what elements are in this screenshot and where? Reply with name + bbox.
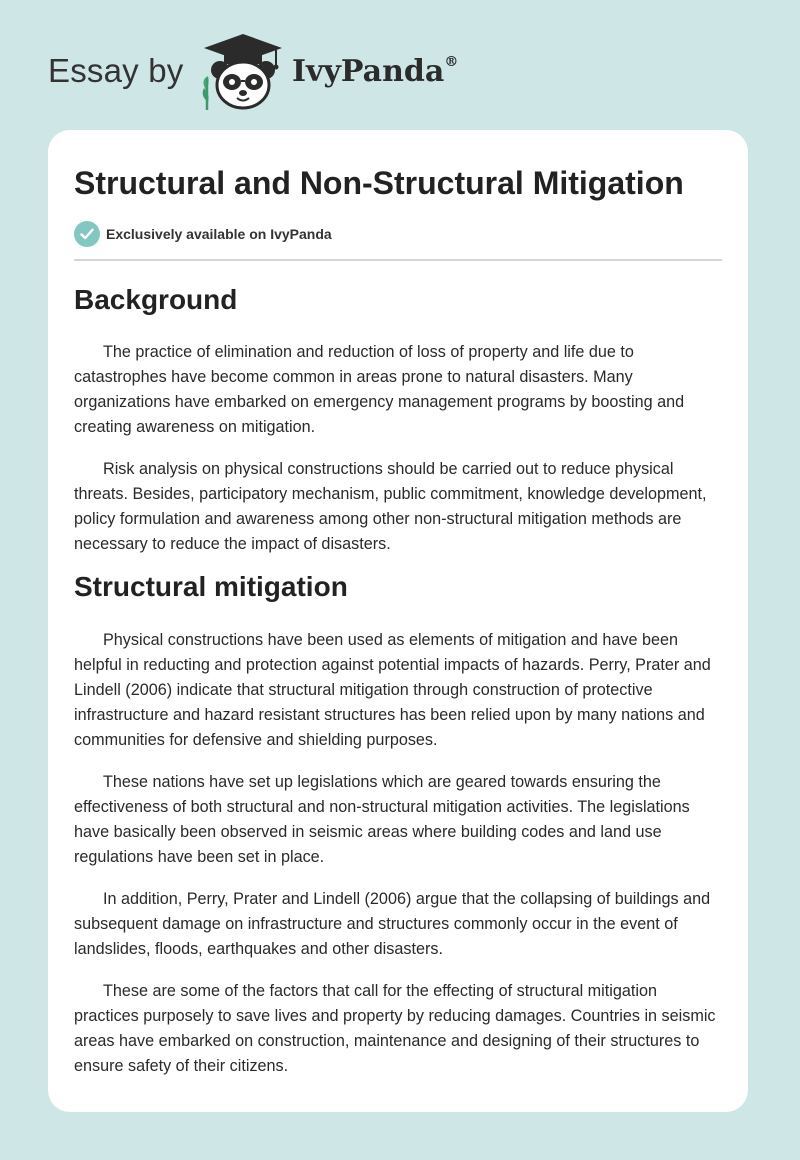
section-heading: Structural mitigation — [74, 571, 348, 602]
brand-prefix: Essay by — [48, 52, 184, 89]
check-circle-icon — [74, 221, 100, 247]
paragraph: The practice of elimination and reduction of loss of property and life due to catastrophes have become common in areas prone to natural disasters. Many organizations have embarked on emergency management programs by boosting and creating awareness on mitigation. — [74, 343, 685, 436]
essay-content — [74, 160, 722, 1079]
paragraph: These are some of the factors that call for the effecting of structural mitigation practices purposely to save lives and property by reducing damages. Countries in seismic areas have embarked on construction, maintenance and designing of their structures to ensure safety of their citizens. — [74, 982, 716, 1075]
paragraph: These nations have set up legislations which are geared towards ensuring the effectiveness of both structural and non-structural mitigation activities. The legislations have basically been observed in seismic areas where building codes and land use regulations have been set in place. — [74, 773, 690, 866]
essay-card — [48, 130, 748, 1112]
section-structural-mitigation — [74, 567, 722, 1079]
registered-mark: ® — [444, 54, 459, 70]
brand-name-text: IvyPanda — [292, 54, 445, 89]
paragraph: Physical constructions have been used as elements of mitigation and have been helpful in reducting and protection against potential impacts of hazards. Perry, Prater and Lindell (2006) indicate that structural mitigation through construction of protective infrastructure and hazard resistant structures has been relied upon by many nations and communities for defensive and shielding purposes. — [74, 631, 711, 749]
section-background — [74, 280, 722, 557]
section-heading: Background — [74, 284, 238, 315]
divider — [74, 259, 722, 261]
paragraph: Risk analysis on physical constructions should be carried out to reduce physical threats. Besides, participatory mechanism, public commitment, knowledge development, policy formulation and awareness among other non-structural mitigation methods are necessary to reduce the impact of disasters. — [74, 460, 707, 553]
paragraph: In addition, Perry, Prater and Lindell (2006) argue that the collapsing of buildings and subsequent damage on infrastructure and structures commonly occur in the event of landslides, floods, earthquakes and other disasters. — [74, 890, 711, 958]
page-title: Structural and Non-Structural Mitigation — [74, 165, 684, 201]
brand-name[interactable] — [292, 54, 458, 89]
exclusive-badge — [74, 220, 722, 248]
site-header — [48, 30, 508, 114]
exclusive-badge-text: Exclusively available on IvyPanda — [106, 226, 332, 242]
panda-graduate-icon[interactable] — [198, 30, 288, 114]
